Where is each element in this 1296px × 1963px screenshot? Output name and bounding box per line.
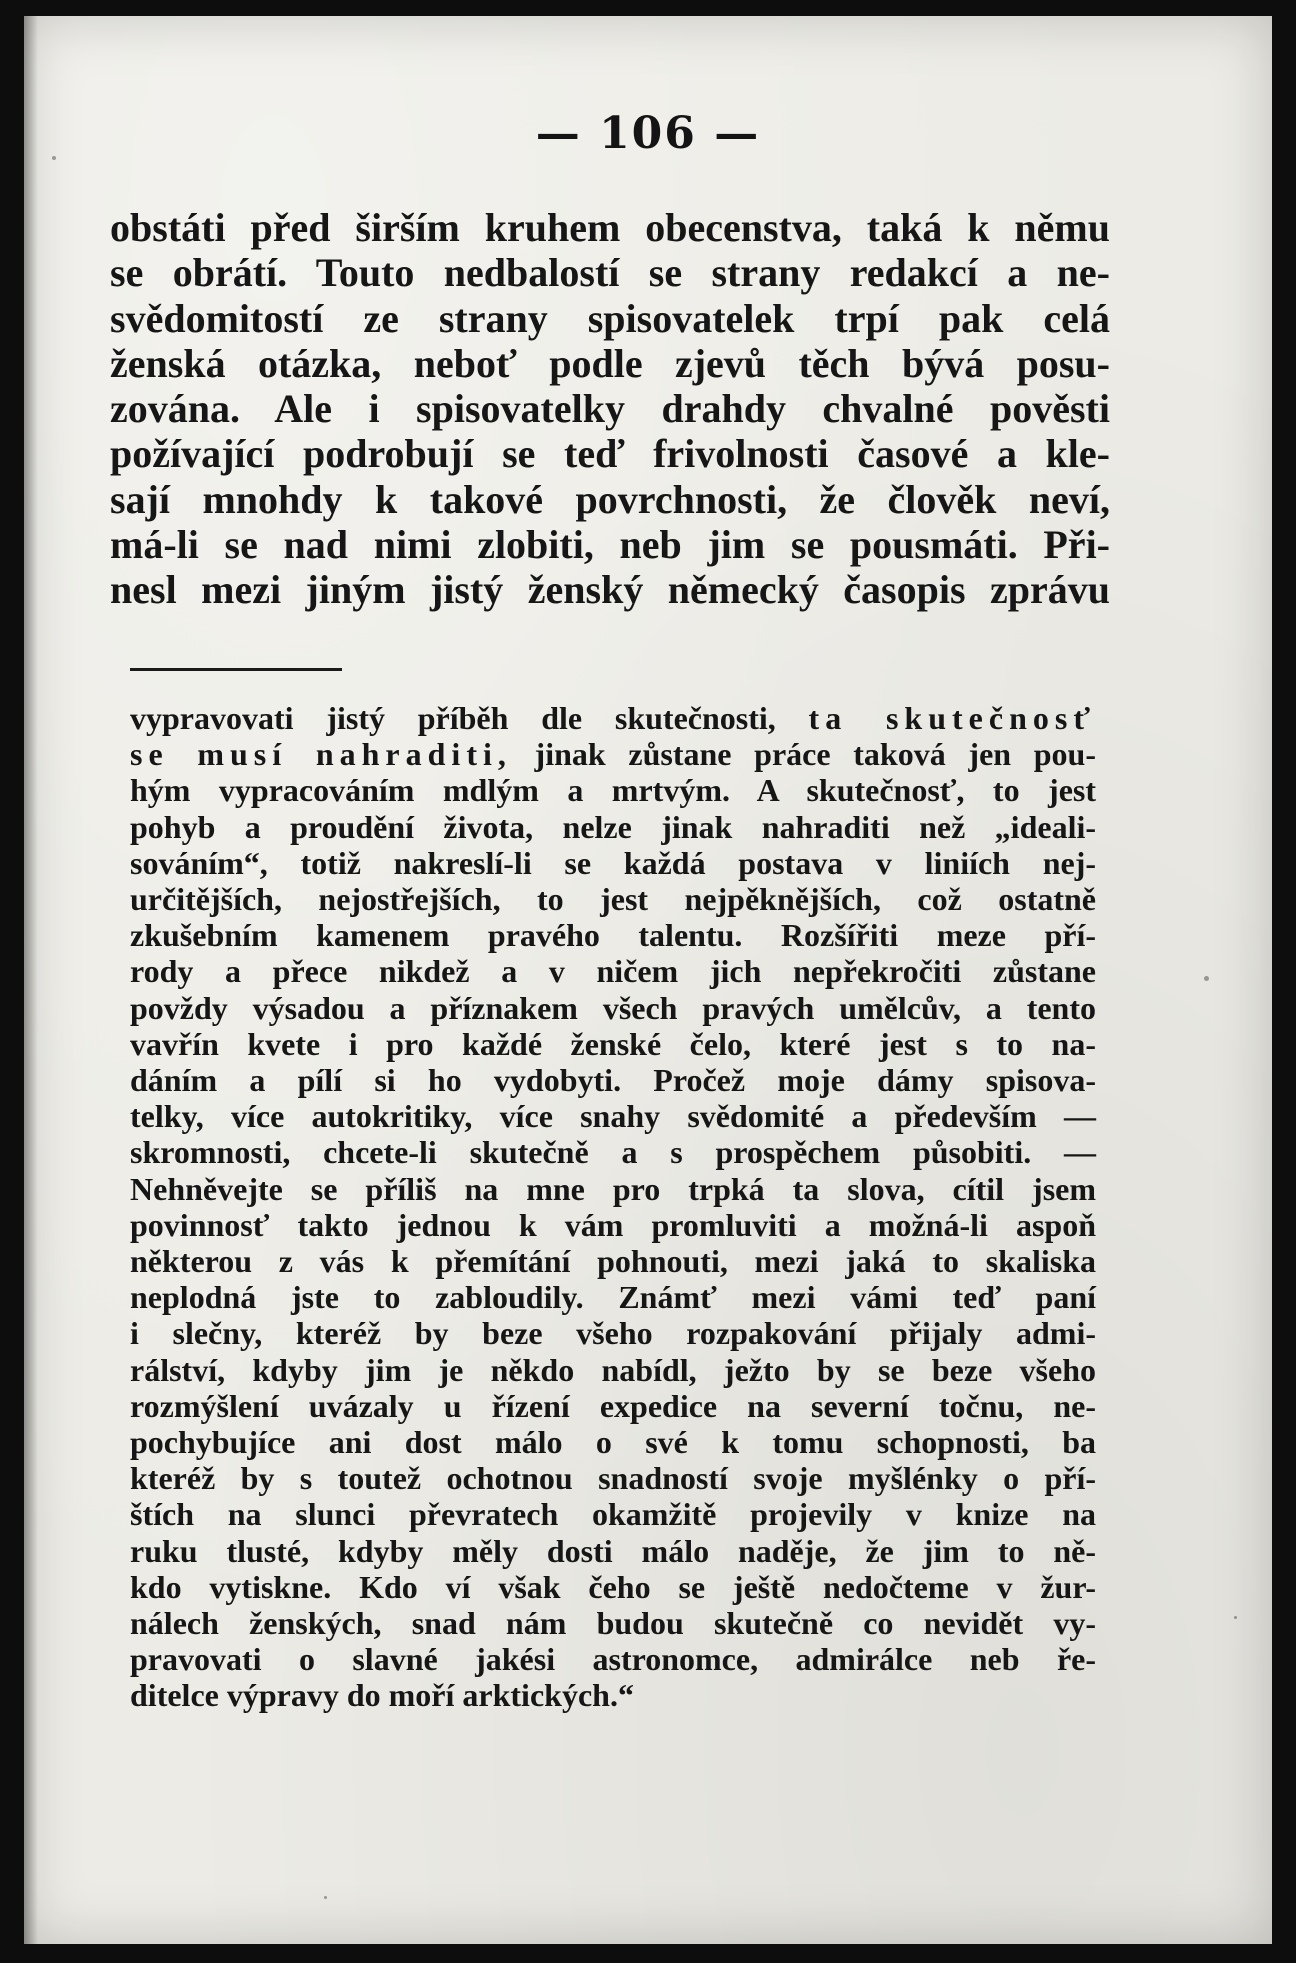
footnote-line: povždy výsadou a příznakem všech pravých umělcův, a tento [130,989,1096,1026]
dust-speck [324,1896,327,1899]
footnote-line: pohyb a proudění života, nelze jinak nahraditi než „ideali- [130,808,1096,845]
footnote-line: hým vypracováním mdlým a mrtvým. A skutečnosť, to jest [130,772,1096,809]
footnote-text: jinak zůstane práce taková jen pou- [511,736,1096,773]
footnote-line [130,736,1096,772]
footnote-line: nálech ženských, snad nám budou skutečně co nevidět vy- [130,1605,1096,1642]
footnote-line [130,700,1096,736]
footnote-line: pochybujíce ani dost málo o své k tomu schopnosti, ba [130,1424,1096,1461]
footnote-line: neplodná jste to zabloudily. Známť mezi vámi teď paní [130,1279,1096,1316]
footnote-line: vavřín kvete i pro každé ženské čelo, které jest s to na- [130,1025,1096,1062]
footnote-line: zkušebním kamenem pravého talentu. Rozšířiti meze pří- [130,917,1096,954]
page-number: — 106 — [535,108,761,159]
footnote-line: povinnosť takto jednou k vám promluviti a možná-li aspoň [130,1206,1096,1243]
footnote-emphasis: se musí nahraditi, [130,736,512,773]
text-line: ženská otázka, neboť podle zjevů těch bývá posu- [110,340,1110,386]
footnote-line: sováním“, totiž nakreslí-li se každá postava v liniích nej- [130,844,1096,881]
footnote-block [130,700,1096,1714]
text-line: sají mnohdy k takové povrchnosti, že člověk neví, [110,476,1110,522]
footnote-line: určitějších, nejostřejších, to jest nejpěknějších, což ostatně [130,881,1096,918]
footnote-line: i slečny, kteréž by beze všeho rozpakování přijaly admi- [130,1315,1096,1352]
text-line: má-li se nad nimi zlobiti, neb jim se pousmáti. Při- [110,522,1110,568]
footnote-emphasis: ta skutečnosť [808,700,1097,736]
footnote-line: dáním a pílí si ho vydobyti. Pročež moje dámy spisova- [130,1062,1096,1099]
footnote-line: Nehněvejte se příliš na mne pro trpká ta slova, cítil jsem [130,1170,1096,1207]
dust-speck [1234,1616,1237,1619]
text-line: svědomitostí ze strany spisovatelek trpí pak celá [110,295,1110,341]
page-shadow-edge [24,16,38,1944]
text-line: nesl mezi jiným jistý ženský německý časopis zprávu [110,567,1110,613]
footnote-divider [130,668,342,671]
footnote-line: kteréž by s toutež ochotnou snadností svoje myšlénky o pří- [130,1460,1096,1497]
dust-speck [1204,976,1209,981]
footnote-line: pravovati o slavné jakési astronomce, admirálce neb ře- [130,1641,1096,1678]
main-paragraph [110,205,1110,613]
text-line: se obrátí. Touto nedbalostí se strany redakcí a ne- [110,250,1110,296]
footnote-line: rody a přece nikdež a v ničem jich nepřekročiti zůstane [130,953,1096,990]
text-line: obstáti před širším kruhem obecenstva, taká k němu [110,205,1110,250]
footnote-line: štích na slunci převratech okamžitě projevily v knize na [130,1496,1096,1533]
text-line: požívající podrobují se teď frivolnosti časové a kle- [110,431,1110,477]
footnote-line: ditelce výpravy do moří arktických.“ [130,1677,634,1714]
footnote-line: kdo vytiskne. Kdo ví však čeho se ještě nedočteme v žur- [130,1568,1096,1605]
footnote-line: ruku tlusté, kdyby měly dosti málo naděje, že jim to ně- [130,1532,1096,1569]
footnote-text: vypravovati jistý příběh dle skutečnosti, [130,700,809,736]
text-line: zována. Ale i spisovatelky drahdy chvalné pověsti [110,386,1110,432]
footnote-line: telky, více autokritiky, více snahy svědomité a především — [130,1098,1096,1135]
footnote-line: některou z vás k přemítání pohnouti, mezi jaká to skaliska [130,1243,1096,1280]
footnote-line: rozmýšlení uvázaly u řízení expedice na severní točnu, ne- [130,1387,1096,1424]
footnote-line: skromnosti, chcete-li skutečně a s prospěchem působiti. — [130,1134,1096,1171]
footnote-line: rálství, kdyby jim je někdo nabídl, ježto by se beze všeho [130,1351,1096,1388]
